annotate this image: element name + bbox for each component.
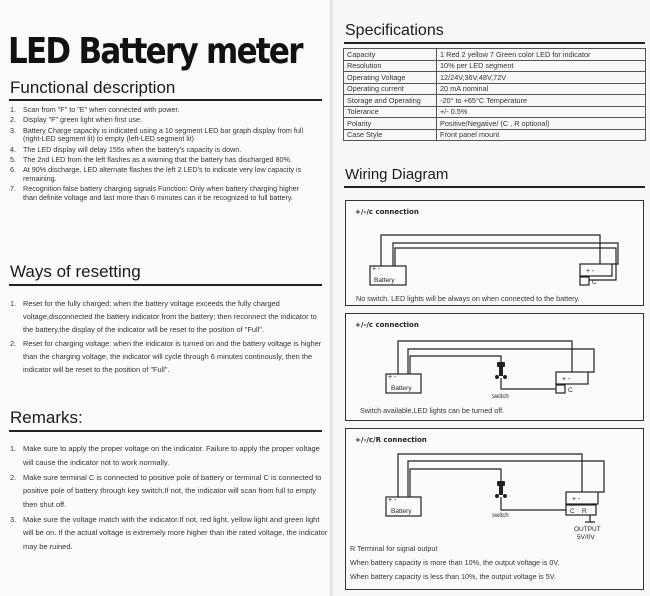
spec-row: Resolution 10% per LED segment [344, 60, 646, 72]
remarks-heading: Remarks: [10, 408, 83, 427]
diagram-2-circuit [346, 314, 643, 420]
spec-row: Tolerance +/- 0.5% [344, 106, 646, 118]
meter-top-box [566, 492, 598, 504]
remarks-list [10, 442, 328, 555]
remarks-item: 1. Make sure to apply the proper voltage on the indicator. Failure to apply the proper voltage will cause the indicator not to work normally. [10, 444, 320, 467]
resetting-item: 1. Reset for the fully charged: when the battery voltage exceeds the fully charged voltage,disconnected the battery indicator from the battery; then reconnect the indicator to the battery,the display of the indicator will be reset to the position of "Full". [10, 299, 317, 334]
meter-terminals: + - [562, 376, 571, 383]
meter-top-box [580, 264, 612, 276]
output-voltage-label: 5V/0V [577, 534, 595, 541]
spec-row: Operating Voltage 12/24V,36V,48V,72V [344, 72, 646, 84]
meter-c-label: C [570, 508, 575, 515]
functional-rule [9, 99, 322, 101]
diagram-3-note-2: When battery capacity is more than 10%, the output voltage is 0V. [350, 558, 560, 567]
resetting-rule [9, 284, 322, 286]
resetting-item: 2. Reset for charging voltage: when the indicator is turned on and the battery voltage is higher than the charging voltage, the indicator will cycle through 6 minutes continously, then the indicator will be reset to the position of "Full". [10, 339, 322, 374]
diagram-1-circuit [346, 201, 643, 305]
functional-item: 4. The LED display will delay 155s when the battery's capacity is down. [10, 144, 242, 154]
diagram-3-title: +/-/c/R connection [355, 436, 427, 444]
battery-label: Battery [391, 385, 412, 392]
main-title: LED Battery meter [8, 31, 302, 72]
diagram-3-note-1: R Terminal for signal output [350, 544, 438, 553]
wiring-diagram-1 [345, 200, 644, 306]
specifications-rule [344, 42, 645, 44]
diagram-3-note-3: When battery capacity is less than 10%, the output voltage is 5V. [350, 572, 556, 581]
meter-c-label: C [568, 387, 573, 394]
meter-c-label: C [592, 279, 597, 286]
diagram-2-title: +/-/c connection [355, 321, 419, 329]
wiring-diagram-3 [345, 428, 644, 590]
battery-terminals: + - [372, 266, 381, 273]
remarks-rule [9, 430, 322, 432]
battery-terminals: + - [388, 497, 397, 504]
specifications-table [343, 48, 646, 141]
resetting-list [10, 297, 322, 377]
specifications-heading: Specifications [345, 22, 444, 39]
wiring-heading: Wiring Diagram [345, 166, 449, 183]
wiring-diagram-2 [345, 313, 644, 421]
spec-row: Polarity Positive/Negative/ (C , R optional) [344, 118, 646, 130]
right-page [333, 0, 650, 596]
functional-item: 1. Scan from "F" to "E" when connected with power. [10, 105, 180, 114]
meter-r-label: R [582, 508, 587, 515]
meter-top-box [556, 372, 588, 384]
diagram-2-note: Switch available,LED lights can be turned off. [360, 406, 505, 415]
switch-label: switch [492, 513, 509, 519]
remarks-item: 3. Make sure the voltage match with the indicator.If not, red light, yellow light and green light will be on. If the actual voltage is extremely more higher than the rated voltage, the indicator may be ruined. [10, 514, 328, 551]
meter-terminals: + - [572, 496, 581, 503]
remarks-item: 2. Make sure terminal C is connected to positive pole of battery or terminal C is connected to positive pole of battery through key switch.If not, the indicator will scan from full to empty then shut off. [10, 472, 322, 509]
meter-c-box [556, 385, 565, 393]
functional-item: 3. Battery Charge capacity is indicated using a 10 segment LED bar graph display from full (right-LED segment lit) to empty (left-LED segment lit) [10, 125, 304, 144]
output-label: OUTPUT [574, 526, 601, 533]
meter-terminals: + - [586, 268, 595, 275]
functional-item: 5. The 2nd LED from the left flashes as a warning that the battery has discharged 80%. [10, 154, 292, 164]
spec-row: Capacity 1 Red 2 yellow 7 Green color LED for indicator [344, 49, 646, 61]
battery-label: Battery [374, 277, 395, 284]
functional-item: 2. Display "F" green light when first use. [10, 115, 142, 125]
functional-item: 6. At 90% discharge, LED alternate flashes the left 2 LED's to indicate very low capacity is remaining. [10, 165, 302, 183]
switch-icon [495, 362, 507, 379]
meter-c-box [580, 277, 589, 285]
switch-icon [495, 481, 507, 498]
battery-label: Battery [391, 508, 412, 515]
wiring-rule [344, 186, 645, 188]
functional-heading: Functional description [10, 78, 176, 97]
spec-row: Storage and Operating -20° to +65°C Temperature [344, 95, 646, 107]
functional-item: 7. Recognition false battery charging signals Function: Only when battery charging higher than definite voltage and last more than 6 minutes can it be recognized to full battery. [10, 184, 300, 202]
diagram-1-title: +/-/c connection [355, 208, 419, 216]
switch-label: switch [492, 394, 509, 400]
spec-row: Case Style Front panel mount [344, 129, 646, 141]
battery-terminals: + - [388, 374, 397, 381]
resetting-heading: Ways of resetting [10, 262, 141, 281]
spec-row: Operating current 20 mA nominal [344, 83, 646, 95]
functional-list [10, 106, 315, 204]
diagram-1-note: No switch. LED lights will be always on when connected to the battery. [356, 294, 580, 303]
